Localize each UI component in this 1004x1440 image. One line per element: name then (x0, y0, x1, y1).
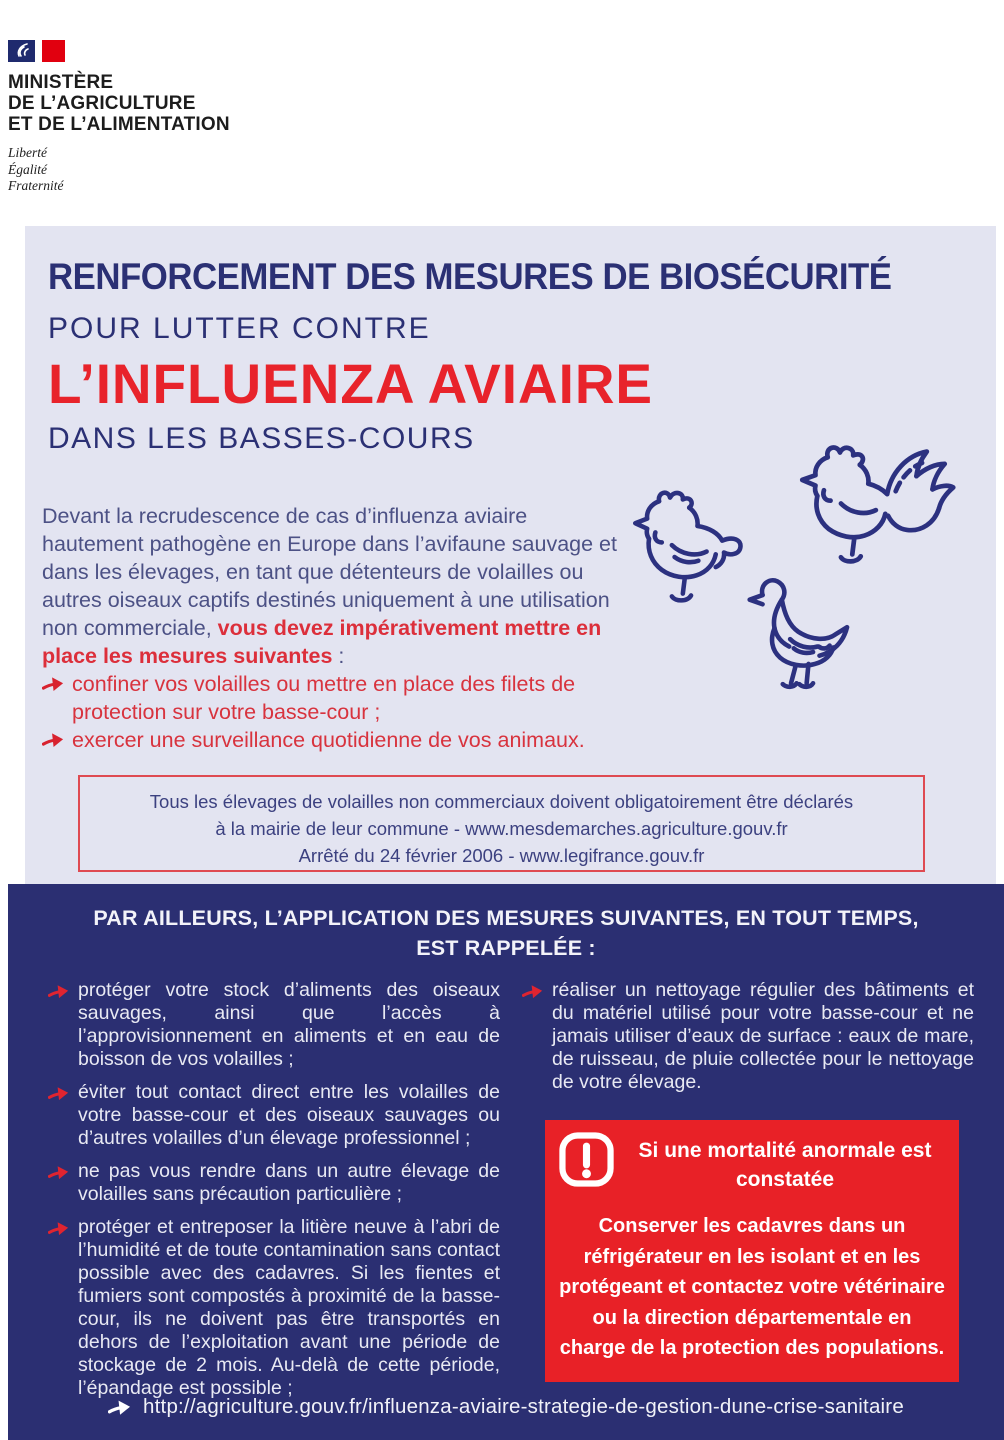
notice-line: Arrêté du 24 février 2006 - www.legifrance.gouv.fr (298, 845, 705, 866)
motto (8, 145, 230, 195)
title-influenza-aviaire: L’INFLUENZA AVIAIRE (48, 352, 654, 415)
title-pour-lutter: POUR LUTTER CONTRE (48, 312, 431, 345)
arrow-right-icon (108, 1396, 131, 1419)
flag-blue-block (8, 40, 35, 62)
measure-text: protéger et entreposer la litière neuve à l’abri de l’humidité et de toute contamination sans contact possible avec des cadavres. Si les fientes et fumiers sont compostés à proximité de la basse-cour, ils ne doivent pas être transportés en dehors de l’exploitation avant une période de stockage de 2 mois. Au-delà de cette période, l’épandage est possible ; (78, 1216, 500, 1399)
intro-colon: : (332, 644, 345, 668)
arrow-right-icon (42, 673, 64, 695)
intro-bullet (42, 670, 612, 726)
flag-red-block (42, 40, 65, 62)
intro-bullet-text: confiner vos volailles ou mettre en place des filets de protection sur votre basse-cour ; (72, 672, 576, 724)
declaration-notice-box (78, 775, 925, 872)
motto-line: Égalité (8, 161, 47, 177)
mortality-alert-box (545, 1120, 959, 1382)
alert-title: Si une mortalité anormale est constatée (638, 1139, 932, 1191)
measure-text: protéger votre stock d’aliments des oiseaux sauvages, ainsi que l’accès à l’approvisionnement en aliments et en eau de boisson de vos volailles ; (78, 979, 500, 1070)
arrow-right-icon (48, 981, 69, 1002)
title-basses-cours: DANS LES BASSES-COURS (48, 422, 475, 455)
hen-icon (617, 479, 745, 647)
arrow-right-icon (48, 1218, 69, 1239)
measures-section (8, 884, 1004, 1440)
measure-bullet (48, 1160, 500, 1206)
intro-bullet-text: exercer une surveillance quotidienne de vos animaux. (72, 728, 585, 752)
measures-left-column (48, 979, 500, 1410)
footer-url[interactable]: http://agriculture.gouv.fr/influenza-aviaire-strategie-de-gestion-dune-crise-sanitaire (143, 1395, 904, 1418)
ministry-line: DE L’AGRICULTURE (8, 93, 196, 114)
arrow-right-icon (42, 729, 64, 751)
measure-text: ne pas vous rendre dans un autre élevage de volailles sans précaution particulière ; (78, 1160, 500, 1205)
footer-link[interactable] (8, 1395, 1004, 1419)
intro-bullet (42, 726, 612, 754)
motto-line: Liberté (8, 145, 47, 160)
arrow-right-icon (48, 1083, 69, 1104)
measure-bullet (48, 1216, 500, 1400)
measure-bullet (48, 1081, 500, 1150)
intro-paragraph (42, 502, 630, 670)
alert-body: Conserver les cadavres dans un réfrigérateur en les isolant et en les protégeant et contactez votre vétérinaire ou la direction départementale en charge de la protection des populations. (559, 1215, 945, 1359)
intro-bullet-list (42, 670, 612, 754)
measure-bullet (48, 979, 500, 1071)
measures-columns (48, 979, 974, 1410)
arrow-right-icon (48, 1162, 69, 1183)
notice-line: à la mairie de leur commune - www.mesdemarches.agriculture.gouv.fr (215, 818, 788, 839)
ministry-line: ET DE L’ALIMENTATION (8, 114, 230, 135)
arrow-right-icon (522, 981, 543, 1002)
ministry-name (8, 72, 230, 135)
french-flag-logo (8, 40, 230, 62)
ministry-line: MINISTÈRE (8, 72, 114, 93)
measure-bullet (522, 979, 974, 1094)
intro-text: Devant la recrudescence de cas d’influenza aviaire hautement pathogène en Europe dans l’avifaune sauvage et dans les élevages, en tant que détenteurs de volailles ou autres oiseaux captifs destinés uniquement à une utilisation non commerciale, (42, 504, 617, 640)
ministry-header (8, 40, 230, 195)
exclamation-icon (558, 1131, 615, 1188)
motto-line: Fraternité (8, 178, 64, 193)
measures-heading: PAR AILLEURS, L’APPLICATION DES MESURES SUIVANTES, EN TOUT TEMPS, EST RAPPELÉE : (93, 906, 919, 960)
measures-right-column (522, 979, 974, 1410)
marianne-icon (8, 40, 35, 62)
title-biosecurite: RENFORCEMENT DES MESURES DE BIOSÉCURITÉ (48, 256, 892, 297)
measure-text: éviter tout contact direct entre les volailles de votre basse-cour et des oiseaux sauvages ou d’autres volailles d’un élevage professionnel ; (78, 1081, 500, 1149)
intro-emphasis: vous devez impérativement mettre en place les mesures suivantes (42, 616, 602, 668)
measure-text: réaliser un nettoyage régulier des bâtiments et du matériel utilisé pour votre basse-cour et ne jamais utiliser d’eaux de surface : eaux de mare, de ruisseau, de pluie collectée pour le nettoyage de votre élevage. (552, 979, 974, 1093)
hero-panel (25, 226, 996, 884)
goose-icon (735, 562, 859, 720)
notice-line: Tous les élevages de volailles non commerciaux doivent obligatoirement être déclarés (149, 791, 854, 812)
title-block (48, 256, 945, 456)
